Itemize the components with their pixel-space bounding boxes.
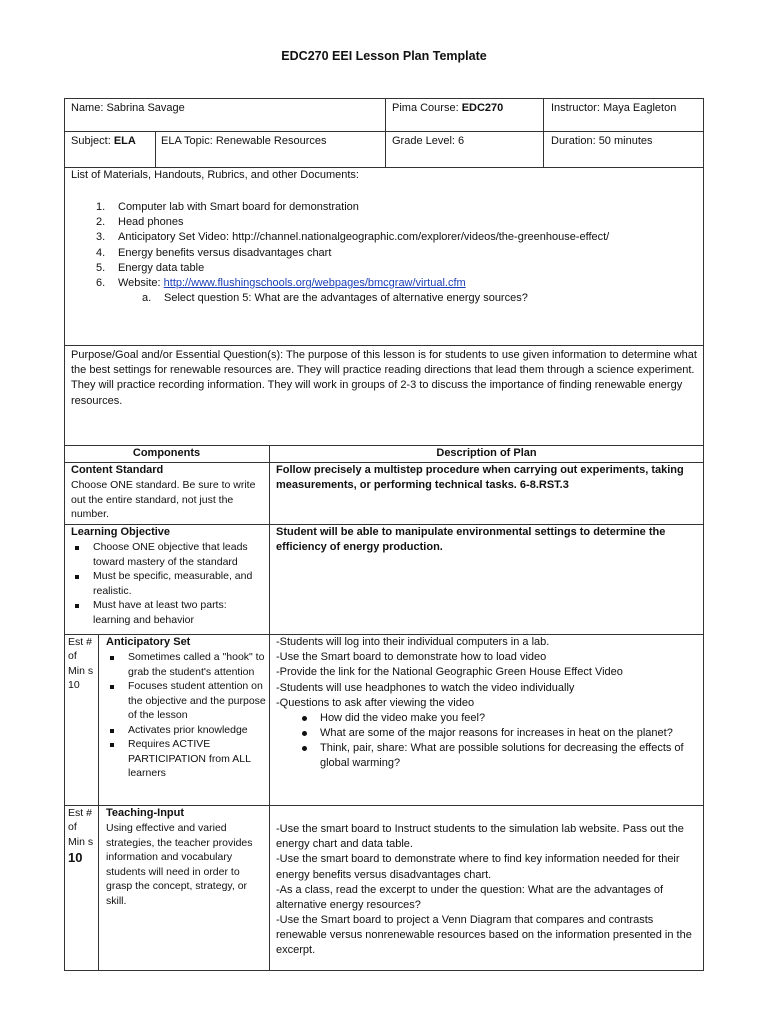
materials-heading: List of Materials, Handouts, Rubrics, and other Documents: bbox=[71, 169, 359, 181]
teaching-input-cell bbox=[106, 806, 266, 908]
anticipatory-set-description: -Students will log into their individual computers in a lab. -Use the Smart board to demonstrate how to load video -Provide the link for the National Geographic Green House Effect Video -Students will use headphones to watch the video individually -Questions to ask after viewing the video How did the video make you feel? What are some of the major reasons for increases in heat on the planet? Think, pair, share: What are possible solutions for decreasing the effects of global warming? bbox=[276, 635, 700, 772]
list-item: Requires ACTIVE PARTICIPATION from ALL learners bbox=[106, 737, 266, 780]
teaching-input-guide: Using effective and varied strategies, the teacher provides information and vocabulary students will need in order to grasp the concept, strategy, or skill. bbox=[106, 822, 253, 907]
course-field: Pima Course: EDC270 bbox=[392, 102, 504, 114]
list-item: Activates prior knowledge bbox=[106, 723, 266, 737]
minutes-value: 10 bbox=[68, 850, 83, 866]
list-item: 6. Website: http://www.flushingschools.org/webpages/bmcgraw/virtual.cfm bbox=[96, 276, 466, 289]
list-item: Sometimes called a "hook" to grab the student's attention bbox=[106, 650, 266, 679]
list-item: Must have at least two parts: learning and behavior bbox=[71, 598, 266, 627]
learning-objective-description: Student will be able to manipulate environmental settings to determine the efficiency of energy production. bbox=[276, 526, 666, 554]
website-link[interactable]: http://www.flushingschools.org/webpages/bmcgraw/virtual.cfm bbox=[163, 276, 466, 289]
duration-field: Duration: 50 minutes bbox=[551, 135, 653, 147]
teaching-est-minutes: Est # of Min s 10 bbox=[68, 807, 94, 866]
instructor-field: Instructor: Maya Eagleton bbox=[551, 102, 677, 114]
content-standard-title: Content Standard bbox=[71, 464, 164, 476]
list-item: 4. Energy benefits versus disadvantages chart bbox=[96, 246, 332, 259]
content-standard-cell bbox=[71, 463, 266, 522]
anticipatory-set-cell bbox=[106, 635, 266, 781]
teaching-input-description: -Use the smart board to Instruct students to the simulation lab website. Pass out the energy chart and data table. -Use the smart board to demonstrate where to find key information needed for their energy benefits versus disadvantages chart. -As a class, read the excerpt to under the question: What are the advantages of alternative energy resources? -Use the Smart board to project a Venn Diagram that compares and contrasts renewable versus nonrenewable resources based on the information presented in the excerpt. bbox=[276, 823, 692, 957]
list-item: How did the video make you feel? bbox=[276, 711, 700, 726]
content-standard-guide: Choose ONE standard. Be sure to write out the entire standard, not just the number. bbox=[71, 479, 256, 521]
components-header: Components bbox=[132, 447, 201, 459]
list-item: Must be specific, measurable, and realistic. bbox=[71, 569, 266, 598]
teaching-input-title: Teaching-Input bbox=[106, 807, 185, 819]
list-item: Focuses student attention on the objective and the purpose of the lesson bbox=[106, 679, 266, 722]
subject-field: Subject: ELA bbox=[71, 135, 136, 147]
list-item: Choose ONE objective that leads toward mastery of the standard bbox=[71, 540, 266, 569]
purpose-text: Purpose/Goal and/or Essential Question(s): The purpose of this lesson is for students to use given information to determine what the best settings for renewable resources are. They will practice reading directions that lead them through a science experiment. They will practice recording information. They will work in groups of 2-3 to discuss the importance of finding renewable energy resources. bbox=[71, 349, 697, 407]
learning-objective-cell bbox=[71, 525, 266, 627]
list-item: What are some of the major reasons for increases in heat on the planet? bbox=[276, 726, 700, 741]
anticipatory-est-minutes: Est # of Min s 10 bbox=[68, 636, 94, 692]
topic-field: ELA Topic: Renewable Resources bbox=[161, 135, 327, 147]
list-item: Think, pair, share: What are possible solutions for decreasing the effects of global warming? bbox=[276, 741, 700, 771]
list-item: 2. Head phones bbox=[96, 216, 184, 229]
sub-list-item: a. Select question 5: What are the advantages of alternative energy sources? bbox=[142, 292, 528, 305]
list-item: 3. Anticipatory Set Video: http://channel.nationalgeographic.com/explorer/videos/the-greenhouse-effect/ bbox=[96, 231, 610, 244]
materials-list bbox=[96, 200, 696, 306]
learning-objective-title: Learning Objective bbox=[71, 526, 171, 538]
document-title: EDC270 EEI Lesson Plan Template bbox=[281, 49, 487, 63]
list-item: 5. Energy data table bbox=[96, 261, 205, 274]
grade-field: Grade Level: 6 bbox=[392, 135, 465, 147]
minutes-value: 10 bbox=[68, 679, 80, 692]
description-header: Description of Plan bbox=[436, 447, 537, 459]
anticipatory-set-title: Anticipatory Set bbox=[106, 636, 191, 648]
name-field: Name: Sabrina Savage bbox=[71, 102, 185, 114]
list-item: 1. Computer lab with Smart board for demonstration bbox=[96, 201, 359, 213]
content-standard-description: Follow precisely a multistep procedure when carrying out experiments, taking measurements, or performing technical tasks. 6-8.RST.3 bbox=[276, 464, 684, 492]
